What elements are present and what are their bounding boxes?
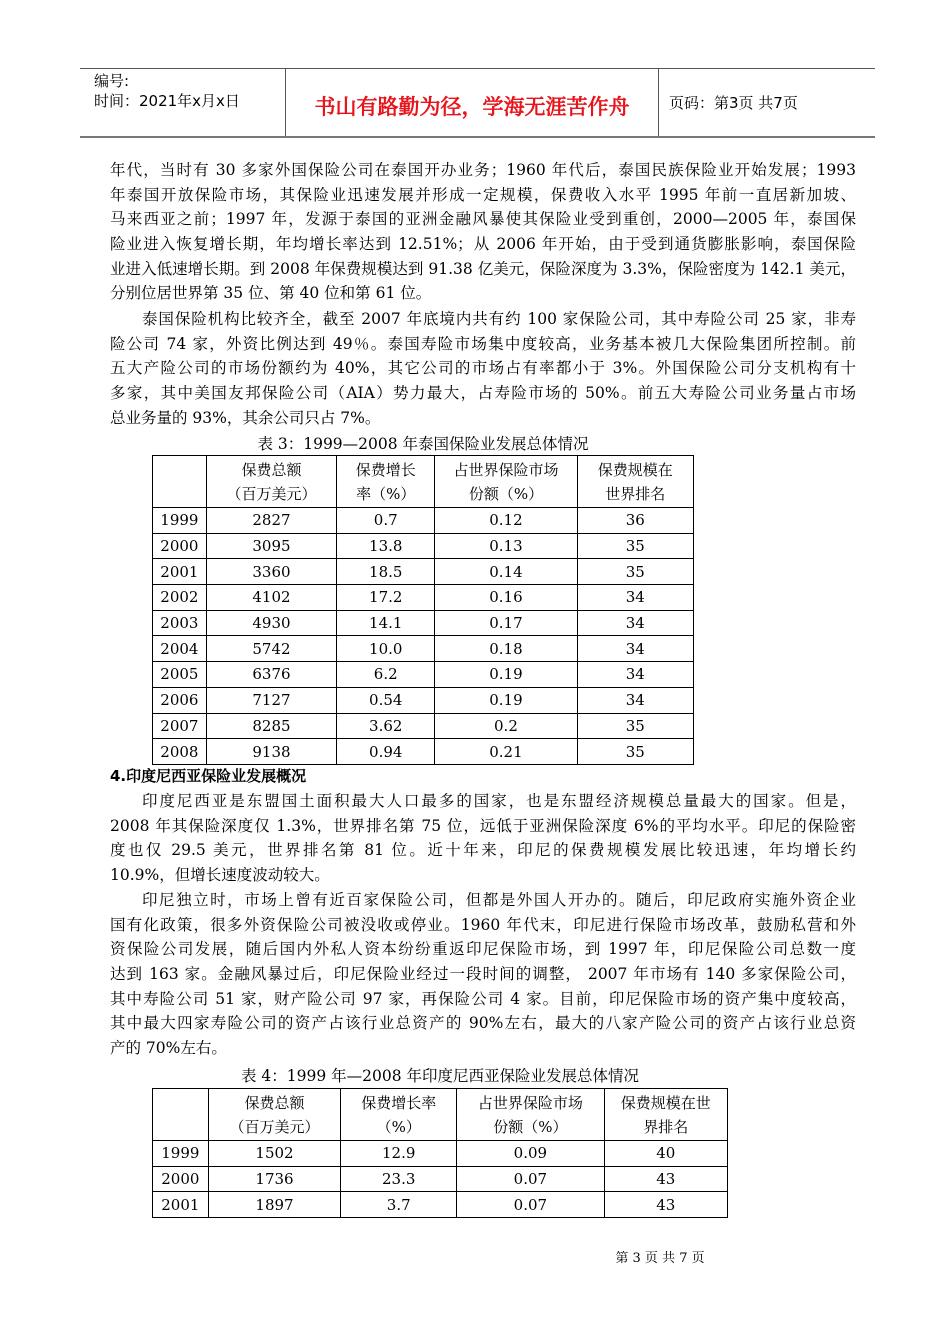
year-cell: 2001 xyxy=(153,559,207,585)
value-cell: 0.19 xyxy=(435,662,577,688)
value-cell: 23.3 xyxy=(341,1166,457,1192)
text-line: 度也仅 29.5 美元，世界排名第 81 位。近十年来，印尼的保费规模发展比较迅速，年均增长约 xyxy=(110,841,856,860)
value-cell: 35 xyxy=(577,533,693,559)
value-cell: 3360 xyxy=(206,559,336,585)
table-row xyxy=(153,559,694,585)
header-text: 界排名 xyxy=(643,1117,689,1136)
value-cell: 2827 xyxy=(206,508,336,534)
value-cell: 0.17 xyxy=(435,610,577,636)
table-row xyxy=(153,610,694,636)
header-meta xyxy=(80,69,286,136)
header-text: （%） xyxy=(376,1117,421,1136)
value-cell: 43 xyxy=(604,1166,727,1192)
table3-thailand-insurance xyxy=(152,455,694,765)
value-cell: 8285 xyxy=(206,713,336,739)
header-cell xyxy=(457,1089,604,1141)
number-label: 编号: xyxy=(94,72,130,90)
table-row xyxy=(153,739,694,765)
header-text: 保费总额 xyxy=(241,460,302,479)
value-cell: 34 xyxy=(577,662,693,688)
value-cell: 35 xyxy=(577,559,693,585)
year-cell: 2006 xyxy=(153,687,207,713)
year-cell: 2007 xyxy=(153,713,207,739)
header-cell xyxy=(435,456,577,508)
value-cell: 3.62 xyxy=(337,713,435,739)
text-line: 10.9%，但增长速度波动较大。 xyxy=(110,866,330,885)
text-line: 印尼独立时，市场上曾有近百家保险公司，但都是外国人开办的。随后，印尼政府实施外资企业 xyxy=(142,891,856,909)
year-cell: 1999 xyxy=(153,1141,209,1167)
text-line: 业进入低速增长期。到 2008 年保费规模达到 91.38 亿美元，保险深度为 3.3%，保险密度为 142.1 美元， xyxy=(110,259,856,278)
value-cell: 9138 xyxy=(206,739,336,765)
header-cell xyxy=(208,1089,341,1141)
value-cell: 0.94 xyxy=(337,739,435,765)
header-text: 保费总额 xyxy=(244,1093,305,1112)
value-cell: 0.2 xyxy=(435,713,577,739)
year-cell: 2000 xyxy=(153,533,207,559)
value-cell: 10.0 xyxy=(337,636,435,662)
header-motto: 书山有路勤为径，学海无涯苦作舟 xyxy=(286,69,659,136)
header-cell xyxy=(577,456,693,508)
value-cell: 36 xyxy=(577,508,693,534)
value-cell: 14.1 xyxy=(337,610,435,636)
table-row xyxy=(153,687,694,713)
header-text: （百万美元） xyxy=(229,1117,320,1136)
year-cell: 2008 xyxy=(153,739,207,765)
value-cell: 43 xyxy=(604,1192,727,1218)
value-cell: 7127 xyxy=(206,687,336,713)
table-row xyxy=(153,1192,728,1218)
value-cell: 13.8 xyxy=(337,533,435,559)
year-cell: 2005 xyxy=(153,662,207,688)
text-line: 泰国保险机构比较齐全，截至 2007 年底境内共有约 100 家保险公司，其中寿险公司 25 家，非寿 xyxy=(142,310,856,328)
value-cell: 0.12 xyxy=(435,508,577,534)
year-cell: 1999 xyxy=(153,508,207,534)
value-cell: 6.2 xyxy=(337,662,435,688)
value-cell: 0.54 xyxy=(337,687,435,713)
year-cell: 2004 xyxy=(153,636,207,662)
paragraph-thailand-history xyxy=(110,158,856,306)
value-cell: 0.09 xyxy=(457,1141,604,1167)
text-line: 险业进入恢复增长期，年均增长率达到 12.51%；从 2006 年开始，由于受到通货膨胀影响，泰国保险 xyxy=(110,235,856,254)
page-footer: 第 3 页 共 7 页 xyxy=(615,1251,705,1266)
year-cell: 2001 xyxy=(153,1192,209,1218)
value-cell: 35 xyxy=(577,713,693,739)
text-line: 国有化政策，很多外资保险公司被没收或停业。1960 年代末，印尼进行保险市场改革，鼓励私营和外 xyxy=(110,915,856,934)
header-cell-empty xyxy=(153,456,207,508)
paragraph-indonesia-history xyxy=(110,888,856,1061)
header-cell xyxy=(341,1089,457,1141)
text-line: 2008 年其保险深度仅 1.3%，世界排名第 75 位，远低于亚洲保险深度 6%的平均水平。印尼的保险密 xyxy=(110,816,856,835)
table-row xyxy=(153,508,694,534)
table-row xyxy=(153,636,694,662)
year-cell: 2000 xyxy=(153,1166,209,1192)
text-line: 分别位居世界第 35 位、第 40 位和第 61 位。 xyxy=(110,284,432,303)
value-cell: 3.7 xyxy=(341,1192,457,1218)
value-cell: 5742 xyxy=(206,636,336,662)
text-line: 年泰国开放保险市场，其保险业迅速发展并形成一定规模，保费收入水平 1995 年前一直居新加坡、 xyxy=(110,185,856,204)
header-text: 世界排名 xyxy=(605,484,666,503)
header-text: 保费增长 xyxy=(355,460,416,479)
value-cell: 0.18 xyxy=(435,636,577,662)
time-label: 时间：2021年x月x日 xyxy=(94,92,240,110)
header-text: 保费规模在 xyxy=(597,460,673,479)
text-line: 印度尼西亚是东盟国土面积最大人口最多的国家，也是东盟经济规模总量最大的国家。但是， xyxy=(142,792,856,810)
value-cell: 12.9 xyxy=(341,1141,457,1167)
header-text: 保费增长率 xyxy=(361,1093,437,1112)
header-cell-empty xyxy=(153,1089,209,1141)
value-cell: 18.5 xyxy=(337,559,435,585)
table3-caption: 表 3：1999—2008 年泰国保险业发展总体情况 xyxy=(257,435,589,453)
text-line: 多家，其中美国友邦保险公司（AIA）势力最大，占寿险市场的 50%。前五大寿险公司业务量占市场 xyxy=(110,384,856,403)
value-cell: 0.14 xyxy=(435,559,577,585)
header-page-label: 页码：第3页 共7页 xyxy=(669,94,798,112)
value-cell: 0.07 xyxy=(457,1192,604,1218)
header-text: 份额（%） xyxy=(468,484,544,503)
text-line: 险公司 74 家，外资比例达到 49％。泰国寿险市场集中度较高，业务基本被几大保险集团所控制。前 xyxy=(110,334,856,353)
header-text: 占世界保险市场 xyxy=(477,1093,583,1112)
value-cell: 1502 xyxy=(208,1141,341,1167)
header-text: （百万美元） xyxy=(226,484,317,503)
value-cell: 0.13 xyxy=(435,533,577,559)
table-row xyxy=(153,1166,728,1192)
value-cell: 34 xyxy=(577,687,693,713)
value-cell: 0.16 xyxy=(435,585,577,611)
header-cell xyxy=(337,456,435,508)
header-text: 占世界保险市场 xyxy=(453,460,559,479)
value-cell: 3095 xyxy=(206,533,336,559)
value-cell: 34 xyxy=(577,636,693,662)
year-cell: 2002 xyxy=(153,585,207,611)
header-text: 率（%） xyxy=(356,484,416,503)
value-cell: 0.21 xyxy=(435,739,577,765)
value-cell: 4102 xyxy=(206,585,336,611)
paragraph-indonesia-overview xyxy=(110,789,856,888)
table-row xyxy=(153,533,694,559)
table-row xyxy=(153,1141,728,1167)
value-cell: 40 xyxy=(604,1141,727,1167)
value-cell: 34 xyxy=(577,610,693,636)
table-header-row xyxy=(153,456,694,508)
value-cell: 1897 xyxy=(208,1192,341,1218)
table-row xyxy=(153,585,694,611)
value-cell: 0.19 xyxy=(435,687,577,713)
header-text: 保费规模在世 xyxy=(620,1093,711,1112)
text-line: 五大产险公司的市场份额约为 40%，其它公司的市场占有率都小于 3%。外国保险公司分支机构有十 xyxy=(110,359,856,378)
value-cell: 0.7 xyxy=(337,508,435,534)
header-cell xyxy=(604,1089,727,1141)
text-line: 达到 163 家。金融风暴过后，印尼保险业经过一段时间的调整， 2007 年市场有 140 多家保险公司， xyxy=(110,965,856,984)
table-header-row xyxy=(153,1089,728,1141)
value-cell: 4930 xyxy=(206,610,336,636)
table4-caption: 表 4：1999 年—2008 年印度尼西亚保险业发展总体情况 xyxy=(240,1067,640,1085)
value-cell: 6376 xyxy=(206,662,336,688)
text-line: 其中最大四家寿险公司的资产占该行业总资产的 90%左右，最大的八家产险公司的资产占该行业总资 xyxy=(110,1014,856,1033)
table-row xyxy=(153,713,694,739)
value-cell: 34 xyxy=(577,585,693,611)
paragraph-thailand-institutions xyxy=(110,307,856,430)
value-cell: 17.2 xyxy=(337,585,435,611)
text-line: 总业务量的 93%，其余公司只占 7%。 xyxy=(110,408,381,427)
table4-indonesia-insurance xyxy=(152,1088,728,1218)
header-text: 份额（%） xyxy=(493,1117,568,1136)
page-header xyxy=(80,68,875,138)
table-row xyxy=(153,662,694,688)
text-line: 马来西亚之前；1997 年，发源于泰国的亚洲金融风暴使其保险业受到重创，2000—2005 年，泰国保 xyxy=(110,210,856,229)
value-cell: 35 xyxy=(577,739,693,765)
text-line: 年代，当时有 30 多家外国保险公司在泰国开办业务；1960 年代后，泰国民族保险业开始发展；1993 xyxy=(110,161,856,179)
text-line: 资保险公司发展，随后国内外私人资本纷纷重返印尼保险市场，到 1997 年，印尼保险公司总数一度 xyxy=(110,940,856,959)
year-cell: 2003 xyxy=(153,610,207,636)
value-cell: 1736 xyxy=(208,1166,341,1192)
text-line: 其中寿险公司 51 家，财产险公司 97 家，再保险公司 4 家。目前，印尼保险市场的资产集中度较高， xyxy=(110,989,856,1008)
header-cell xyxy=(206,456,336,508)
section-heading-indonesia: 4.印度尼西亚保险业发展概况 xyxy=(110,767,307,785)
value-cell: 0.07 xyxy=(457,1166,604,1192)
text-line: 产的 70%左右。 xyxy=(110,1039,227,1058)
